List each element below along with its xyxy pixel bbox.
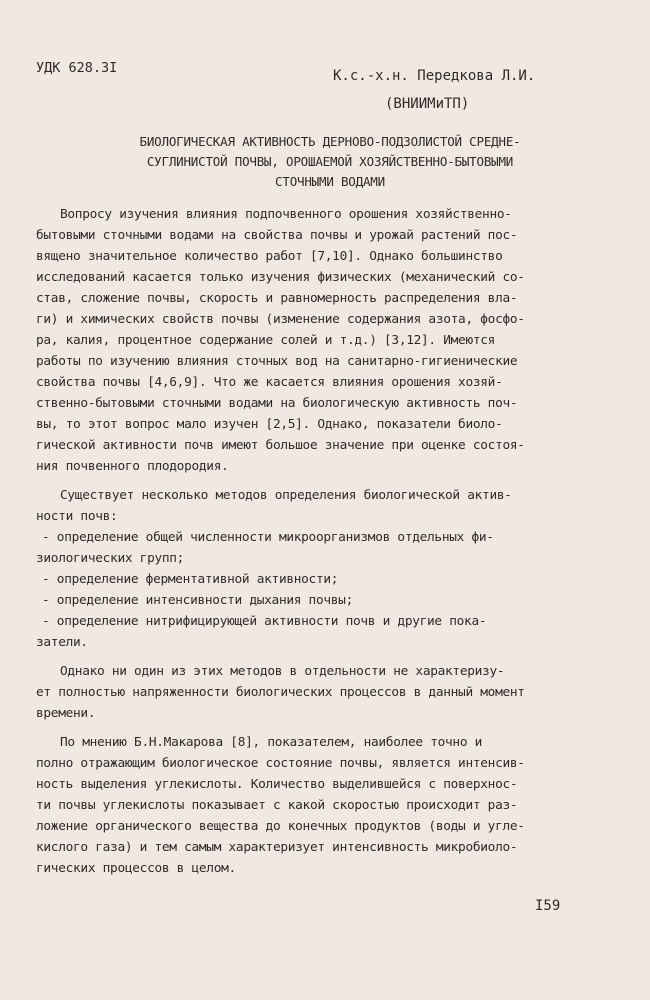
paragraph-1-line: став, сложение почвы, скорость и равномерность распределения вла- — [36, 291, 518, 306]
paragraph-4-line: По мнению Б.Н.Макарова [8], показателем, наиболее точно и — [60, 735, 483, 750]
list-item-continuation: затели. — [36, 635, 88, 650]
list-item: - определение интенсивности дыхания почвы; — [42, 593, 353, 608]
page-number: I59 — [535, 898, 561, 914]
paragraph-1-line: гической активности почв имеют большое значение при оценке состоя- — [36, 438, 525, 453]
paragraph-1-line: исследований касается только изучения физических (механический со- — [36, 270, 525, 285]
paragraph-1-line: ра, калия, процентное содержание солей и т.д.) [3,12]. Имеются — [36, 333, 496, 348]
udk-code: УДК 628.3I — [36, 60, 118, 76]
paragraph-1-line: ги) и химических свойств почвы (изменение содержания азота, фосфо- — [36, 312, 525, 327]
article-body — [36, 204, 612, 879]
paragraph-1-line: ственно-бытовыми сточными водами на биологическую активность поч- — [36, 396, 518, 411]
list-item-continuation: зиологических групп; — [36, 551, 185, 566]
paragraph-1-line: свойства почвы [4,6,9]. Что же касается влияния орошения хозяй- — [36, 375, 503, 390]
paragraph-3-line: ет полностью напряженности биологических процессов в данный момент — [36, 685, 525, 700]
list-item: - определение нитрифицирующей активности почв и другие пока- — [42, 614, 487, 629]
paragraph-3-line: времени. — [36, 706, 96, 721]
paragraph-4-line: ти почвы углекислоты показывает с какой скоростью происходит раз- — [36, 798, 518, 813]
title-line: СУГЛИНИСТОЙ ПОЧВЫ, ОРОШАЕМОЙ ХОЗЯЙСТВЕННО-БЫТОВЫМИ — [146, 154, 514, 169]
title-line: СТОЧНЫМИ ВОДАМИ — [275, 174, 385, 189]
paragraph-1-line: ния почвенного плодородия. — [36, 459, 229, 474]
paragraph-3-line: Однако ни один из этих методов в отдельности не характеризу- — [60, 664, 505, 679]
list-item: - определение общей численности микроорганизмов отдельных фи- — [42, 530, 494, 545]
paragraph-1-line: бытовыми сточными водами на свойства почвы и урожай растений пос- — [36, 228, 518, 243]
paragraph-4-line: полно отражающим биологическое состояние почвы, является интенсив- — [36, 756, 525, 771]
article-title — [50, 132, 610, 192]
paragraph-4-line: кислого газа) и тем самым характеризует интенсивность микробиоло- — [36, 840, 518, 855]
paragraph-1-line: вы, то этот вопрос мало изучен [2,5]. Однако, показатели биоло- — [36, 417, 503, 432]
paragraph-1-line: Вопросу изучения влияния подпочвенного орошения хозяйственно- — [60, 207, 512, 222]
organization: (ВНИИМиТП) — [385, 96, 470, 112]
paragraph-1-line: работы по изучению влияния сточных вод на санитарно-гигиенические — [36, 354, 518, 369]
title-line: БИОЛОГИЧЕСКАЯ АКТИВНОСТЬ ДЕРНОВО-ПОДЗОЛИСТОЙ СРЕДНЕ- — [139, 134, 521, 149]
paragraph-1-line: вящено значительное количество работ [7,10]. Однако большинство — [36, 249, 503, 264]
paragraph-4-line: гических процессов в целом. — [36, 861, 236, 876]
paragraph-2-line: ности почв: — [36, 509, 118, 524]
paragraph-2-line: Существует несколько методов определения биологической актив- — [60, 488, 512, 503]
author: К.с.-х.н. Передкова Л.И. — [333, 68, 536, 84]
paragraph-4-line: ность выделения углекислоты. Количество выделившейся с поверхнос- — [36, 777, 518, 792]
paragraph-4-line: ложение органического вещества до конечных продуктов (воды и угле- — [36, 819, 525, 834]
list-item: - определение ферментативной активности; — [42, 572, 339, 587]
